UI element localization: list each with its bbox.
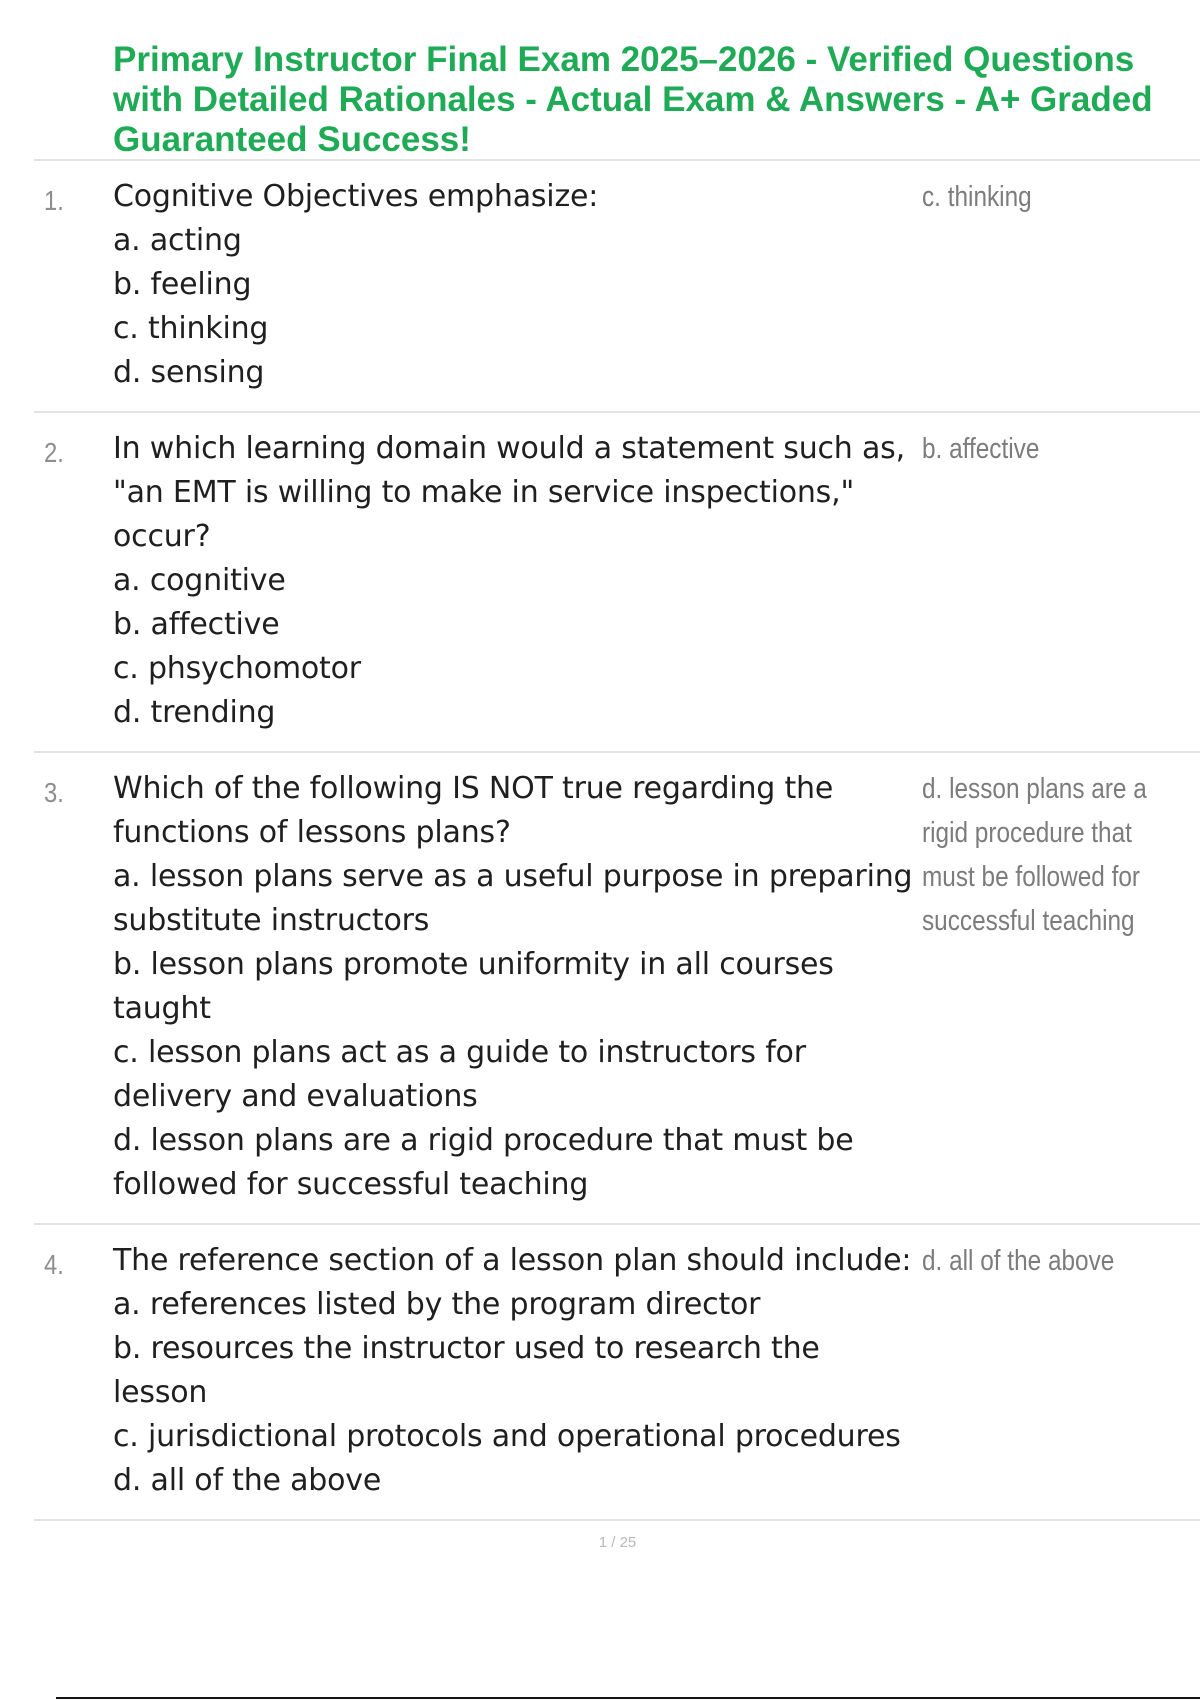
option-a: a. cognitive: [113, 563, 286, 598]
option-d: d. lesson plans are a rigid procedure that must be followed for successful teaching: [113, 1123, 854, 1202]
question-body: [113, 175, 918, 395]
page-title: Primary Instructor Final Exam 2025–2026 - Verified Questions with Detailed Rationales - Actual Exam & Answers - A+ Graded Guaranteed Success!: [113, 40, 1153, 159]
option-c: c. phsychomotor: [113, 651, 361, 686]
answer-text: b. affective: [922, 433, 1040, 465]
option-c: c. jurisdictional protocols and operational procedures: [113, 1419, 901, 1454]
answer-text: c. thinking: [922, 181, 1032, 213]
question-body: [113, 767, 918, 1207]
option-a: a. references listed by the program director: [113, 1287, 761, 1322]
question-text: In which learning domain would a statement such as, "an EMT is willing to make in service inspections," occur?: [113, 431, 905, 554]
question-text: The reference section of a lesson plan should include:: [113, 1243, 912, 1278]
question-row: [34, 753, 1200, 1225]
question-number: 2.: [44, 437, 64, 468]
question-list: [34, 161, 1200, 1521]
question-text: Cognitive Objectives emphasize:: [113, 179, 599, 214]
option-b: b. lesson plans promote uniformity in all courses taught: [113, 947, 834, 1026]
answer-text: d. lesson plans are a rigid procedure that must be followed for successful teaching: [922, 773, 1147, 937]
question-row: [34, 161, 1200, 413]
option-a: a. acting: [113, 223, 242, 258]
option-d: d. all of the above: [113, 1463, 382, 1498]
question-body: [113, 427, 918, 735]
answer-text: d. all of the above: [922, 1245, 1115, 1277]
option-a: a. lesson plans serve as a useful purpose in preparing substitute instructors: [113, 859, 913, 938]
question-number: 3.: [44, 777, 64, 808]
bottom-divider: [56, 1697, 1200, 1699]
option-d: d. sensing: [113, 355, 265, 390]
question-number: 4.: [44, 1249, 64, 1280]
question-number: 1.: [44, 185, 64, 216]
option-b: b. resources the instructor used to research the lesson: [113, 1331, 820, 1410]
option-b: b. affective: [113, 607, 280, 642]
question-row: [34, 413, 1200, 753]
option-b: b. feeling: [113, 267, 252, 302]
question-body: [113, 1239, 918, 1503]
option-c: c. lesson plans act as a guide to instructors for delivery and evaluations: [113, 1035, 806, 1114]
question-row: [34, 1225, 1200, 1521]
option-c: c. thinking: [113, 311, 269, 346]
question-text: Which of the following IS NOT true regarding the functions of lessons plans?: [113, 771, 834, 850]
page-number: 1 / 25: [598, 1534, 637, 1551]
option-d: d. trending: [113, 695, 276, 730]
